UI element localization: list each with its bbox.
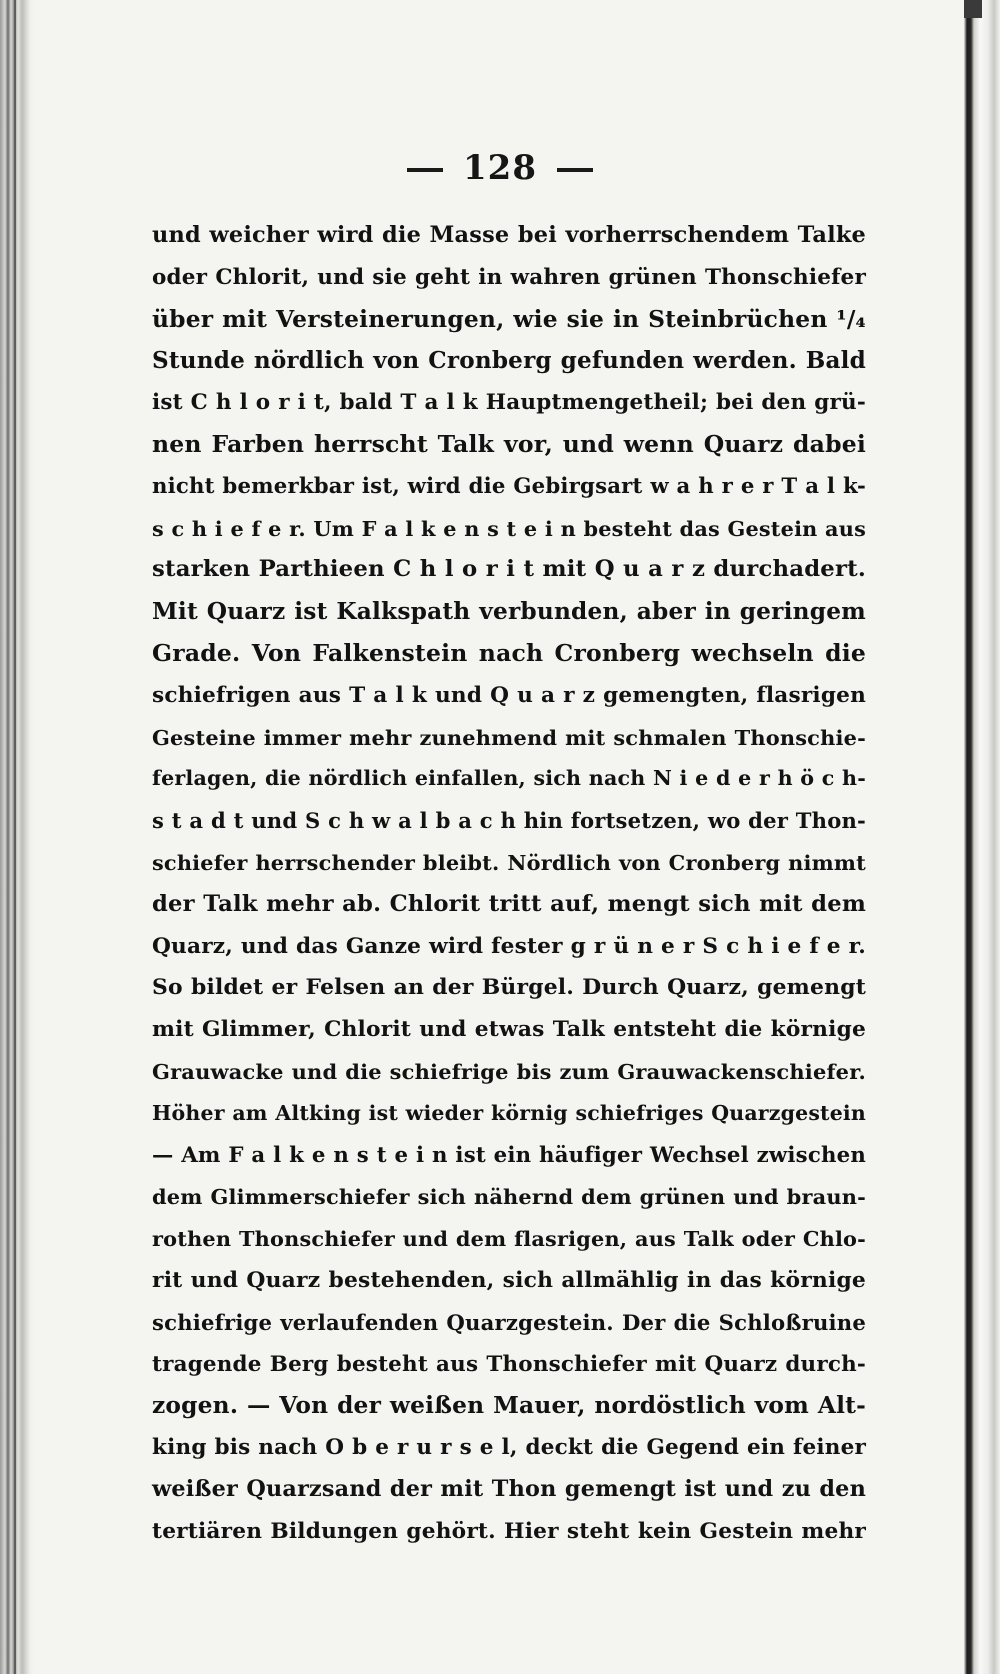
text-line: ferlagen, die nördlich einfallen, sich nach N i e d e r h ö c h- xyxy=(152,766,866,791)
text-line: s c h i e f e r. Um F a l k e n s t e i n besteht das Gestein aus xyxy=(152,515,866,541)
text-line: Grauwacke und die schiefrige bis zum Grauwackenschiefer. xyxy=(152,1058,866,1084)
text-line: über mit Versteinerungen, wie sie in Steinbrüchen ¹/₄ xyxy=(152,304,866,333)
text-line: So bildet er Felsen an der Bürgel. Durch Quarz, gemengt xyxy=(152,974,866,1001)
text-line: mit Glimmer, Chlorit und etwas Talk entsteht die körnige xyxy=(152,1017,866,1043)
text-line: schiefrige verlaufenden Quarzgestein. Der die Schloßruine xyxy=(152,1309,866,1335)
text-line: rit und Quarz bestehenden, sich allmählig in das körnige xyxy=(152,1267,866,1293)
text-line: Gesteine immer mehr zunehmend mit schmalen Thonschie- xyxy=(152,724,866,750)
text-line: schiefrigen aus T a l k und Q u a r z gemengten, flasrigen xyxy=(152,682,866,708)
text-line: schiefer herrschender bleibt. Nördlich von Cronberg nimmt xyxy=(152,849,866,875)
text-line: Höher am Altking ist wieder körnig schiefriges Quarzgestein xyxy=(152,1100,866,1125)
text-line: — Am F a l k e n s t e i n ist ein häufiger Wechsel zwischen xyxy=(152,1142,866,1168)
text-line: und weicher wird die Masse bei vorherrschendem Talke xyxy=(152,222,866,248)
text-line: Grade. Von Falkenstein nach Cronberg wechseln die xyxy=(152,638,866,667)
corner-mark xyxy=(964,0,982,18)
binding-line xyxy=(14,0,16,1674)
book-spine xyxy=(0,0,34,1674)
body-text xyxy=(152,215,866,1553)
text-line: starken Parthieen C h l o r i t mit Q u a r z durchadert. xyxy=(152,556,866,583)
header-dash-left xyxy=(407,168,443,172)
text-line: tragende Berg besteht aus Thonschiefer mit Quarz durch- xyxy=(152,1351,866,1377)
text-line: king bis nach O b e r u r s e l, deckt die Gegend ein feiner xyxy=(152,1435,866,1461)
text-line: der Talk mehr ab. Chlorit tritt auf, mengt sich mit dem xyxy=(152,890,866,917)
text-line: nen Farben herrscht Talk vor, und wenn Quarz dabei xyxy=(152,429,866,458)
text-line: weißer Quarzsand der mit Thon gemengt ist und zu den xyxy=(152,1475,866,1502)
text-line: nicht bemerkbar ist, wird die Gebirgsart w a h r e r T a l k- xyxy=(152,473,866,499)
text-line: tertiären Bildungen gehört. Hier steht kein Gestein mehr xyxy=(152,1518,866,1544)
text-line: s t a d t und S c h w a l b a c h hin fortsetzen, wo der Thon- xyxy=(152,808,866,834)
text-line: dem Glimmerschiefer sich nähernd dem grünen und braun- xyxy=(152,1184,866,1210)
page-header xyxy=(0,148,1000,188)
text-line: ist C h l o r i t, bald T a l k Hauptmengetheil; bei den grü- xyxy=(152,390,866,416)
text-line: Stunde nördlich von Cronberg gefunden werden. Bald xyxy=(152,347,866,375)
text-line: oder Chlorit, und sie geht in wahren grünen Thonschiefer xyxy=(152,264,866,290)
page-number: 128 xyxy=(463,148,537,188)
text-line: zogen. — Von der weißen Mauer, nordöstlich vom Alt- xyxy=(152,1392,866,1420)
page-edge xyxy=(964,0,1000,1674)
text-line: Mit Quarz ist Kalkspath verbunden, aber in geringem xyxy=(152,598,866,626)
text-line: rothen Thonschiefer und dem flasrigen, aus Talk oder Chlo- xyxy=(152,1226,866,1252)
text-line: Quarz, und das Ganze wird fester g r ü n e r S c h i e f e r. xyxy=(152,933,866,959)
header-dash-right xyxy=(557,168,593,172)
